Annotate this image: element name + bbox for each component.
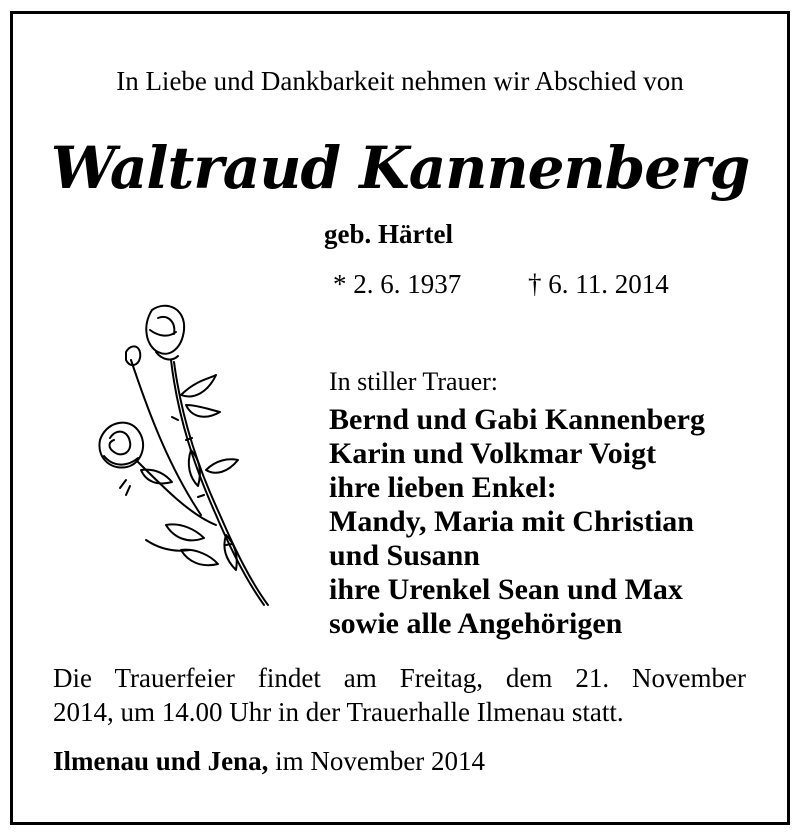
- deceased-name: Waltraud Kannenberg: [50, 134, 750, 202]
- place-date: [53, 744, 485, 778]
- service-line: Die Trauerfeier findet am Freitag, dem 21. November: [53, 663, 746, 693]
- place: Ilmenau und Jena,: [53, 746, 269, 776]
- mourner-line: und Susann: [329, 539, 480, 572]
- birth-date: * 2. 6. 1937: [333, 269, 462, 299]
- mourner-line: ihre Urenkel Sean und Max: [329, 573, 683, 606]
- maiden-name: geb. Härtel: [324, 219, 453, 249]
- death-date: † 6. 11. 2014: [528, 269, 669, 299]
- intro-text: In Liebe und Dankbarkeit nehmen wir Abschied von: [116, 66, 684, 96]
- date: im November 2014: [275, 746, 486, 776]
- mourner-line: sowie alle Angehörigen: [329, 607, 623, 640]
- service-line: 2014, um 14.00 Uhr in der Trauerhalle Ilmenau statt.: [53, 697, 624, 727]
- mourner-line: Mandy, Maria mit Christian: [329, 505, 694, 538]
- mourner-line: ihre lieben Enkel:: [329, 471, 557, 504]
- mourner-line: Bernd und Gabi Kannenberg: [329, 403, 705, 436]
- rose-icon: [86, 300, 276, 616]
- mourner-line: Karin und Volkmar Voigt: [329, 437, 657, 470]
- mourning-label: In stiller Trauer:: [329, 367, 498, 396]
- funeral-service-info: [53, 661, 746, 729]
- mourners-list: [329, 403, 705, 641]
